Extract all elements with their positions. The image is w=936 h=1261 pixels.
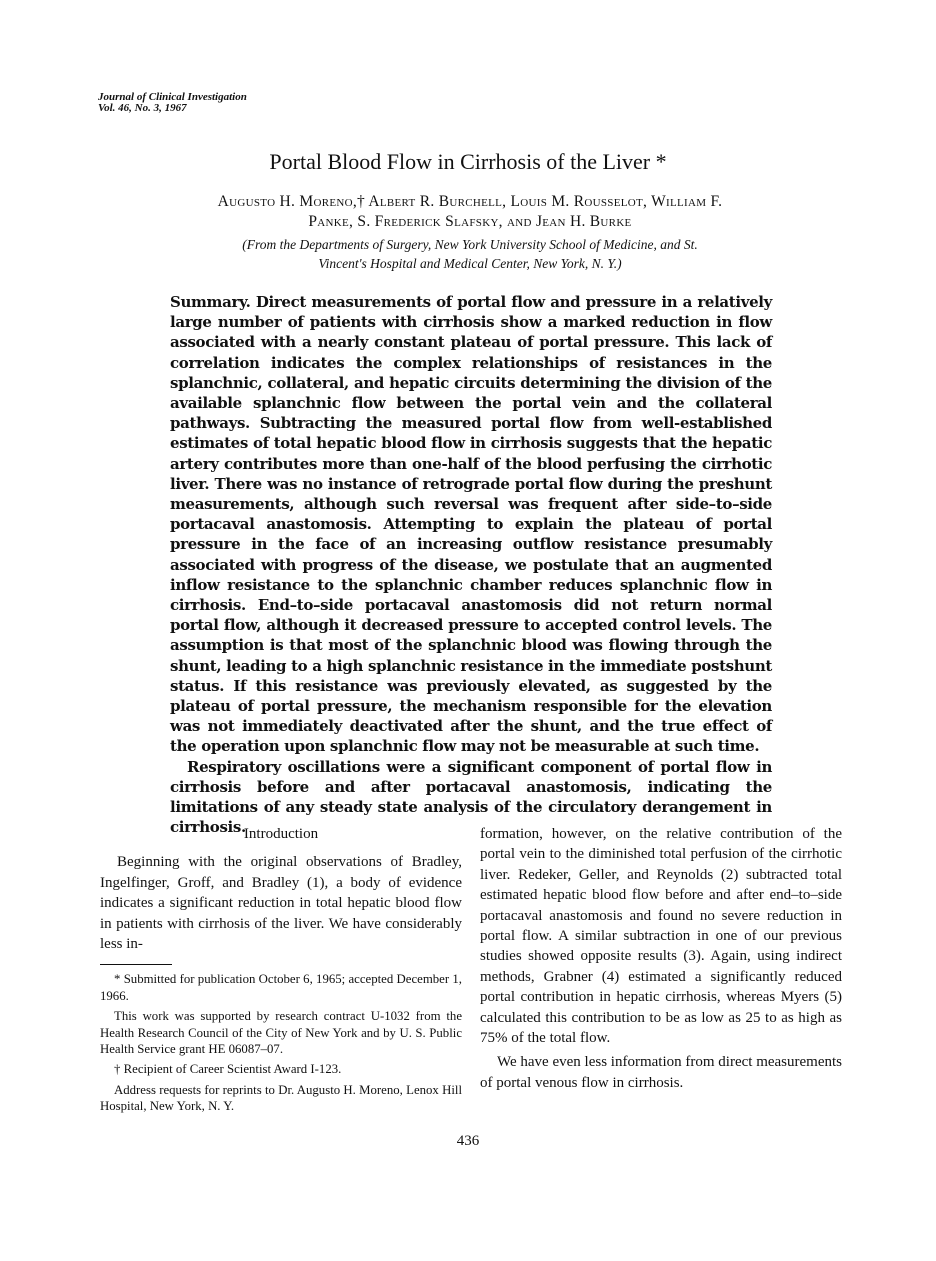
summary-paragraph-2: Respiratory oscillations were a significant component of portal flow in cirrhosis before and after portacaval anastomosis, indicating the limitations of any steady state analysis of the circulatory derangement in cirrhosis. <box>170 757 772 837</box>
footnote-support: This work was supported by research contract U-1032 from the Health Research Council of the City of New York and by U. S. Public Health Service grant HE 06087–07. <box>100 1009 462 1057</box>
intro-paragraph-2: We have even less information from direct measurements of portal venous flow in cirrhosis. <box>480 1054 842 1091</box>
journal-name: Journal of Clinical Investigation <box>98 91 247 103</box>
journal-volume: Vol. 46, No. 3, 1967 <box>98 102 187 114</box>
footnote-award: † Recipient of Career Scientist Award I-123. <box>114 1062 342 1077</box>
left-column <box>100 824 462 1119</box>
intro-paragraph-1: Beginning with the original observations of Bradley, Ingelfinger, Groff, and Bradley (1), a body of evidence indicates a significant reduction in total hepatic blood flow in patients with cirrhosis of the liver. We have considerably less in- <box>100 854 462 953</box>
author-list <box>160 192 780 232</box>
affiliation <box>180 235 760 273</box>
footnote-submitted: * Submitted for publication October 6, 1965; accepted December 1, 1966. <box>100 972 462 1003</box>
footnotes <box>100 971 462 1114</box>
summary-paragraph-1: Summary. Direct measurements of portal flow and pressure in a relatively large number of patients with cirrhosis show a marked reduction in flow associated with a nearly constant plateau of portal pressure. This lack of correlation indicates the complex relationships of resistances in the splanchnic, collateral, and hepatic circuits determining the division of the available splanchnic flow between the portal vein and the collateral pathways. Subtracting the measured portal flow from well-established estimates of total hepatic blood flow in cirrhosis suggests that the hepatic artery contributes more than one-half of the blood perfusing the cirrhotic liver. There was no instance of retrograde portal flow during the preshunt measurements, although such reversal was frequent after side–to–side portacaval anastomosis. Attempting to explain the plateau of portal pressure in the face of an increasing outflow resistance presumably associated with progress of the disease, we postulate that an augmented inflow resistance to the splanchnic chamber reduces splanchnic flow in cirrhosis. End–to–side portacaval anastomosis did not return normal portal flow, although it decreased pressure to accepted control levels. The assumption is that most of the splanchnic blood was flowing through the shunt, leading to a high splanchnic resistance in the immediate postshunt status. If this resistance was previously elevated, as suggested by the plateau of portal pressure, the mechanism responsible for the elevation was not immediately deactivated after the shunt, and the true effect of the operation upon splanchnic flow may not be measurable at such time. <box>170 293 772 756</box>
right-column <box>480 824 842 1093</box>
page-number: 436 <box>456 1133 480 1149</box>
authors-line-1: Augusto H. Moreno,† Albert R. Burchell, Louis M. Rousselot, William F. <box>217 193 723 210</box>
section-heading-introduction: Introduction <box>243 826 319 842</box>
journal-citation <box>98 92 247 114</box>
authors-line-2: Panke, S. Frederick Slafsky, and Jean H. Burke <box>308 213 632 230</box>
article-title: Portal Blood Flow in Cirrhosis of the Liver * <box>269 149 667 174</box>
affiliation-line-2: Vincent's Hospital and Medical Center, New York, N. Y.) <box>318 256 622 271</box>
summary-abstract <box>170 292 772 837</box>
footnote-reprints: Address requests for reprints to Dr. Augusto H. Moreno, Lenox Hill Hospital, New York, N. Y. <box>100 1082 462 1114</box>
intro-paragraph-1-continued: formation, however, on the relative contribution of the portal vein to the diminished total perfusion of the cirrhotic liver. Redeker, Geller, and Reynolds (2) subtracted total estimated hepatic blood flow before and after end–to–side portacaval anastomosis and found no severe reduction in portal flow. A similar subtraction in one of our previous studies showed opposite results (3). Again, using indirect methods, Grabner (4) estimated a significantly reduced portal contribution in hepatic cirrhosis, whereas Myers (5) calculated this contribution to be as low as 25 to as high as 75% of the total flow. <box>480 826 842 1047</box>
affiliation-line-1: (From the Departments of Surgery, New York University School of Medicine, and St. <box>242 237 698 252</box>
footnote-divider <box>100 964 172 965</box>
